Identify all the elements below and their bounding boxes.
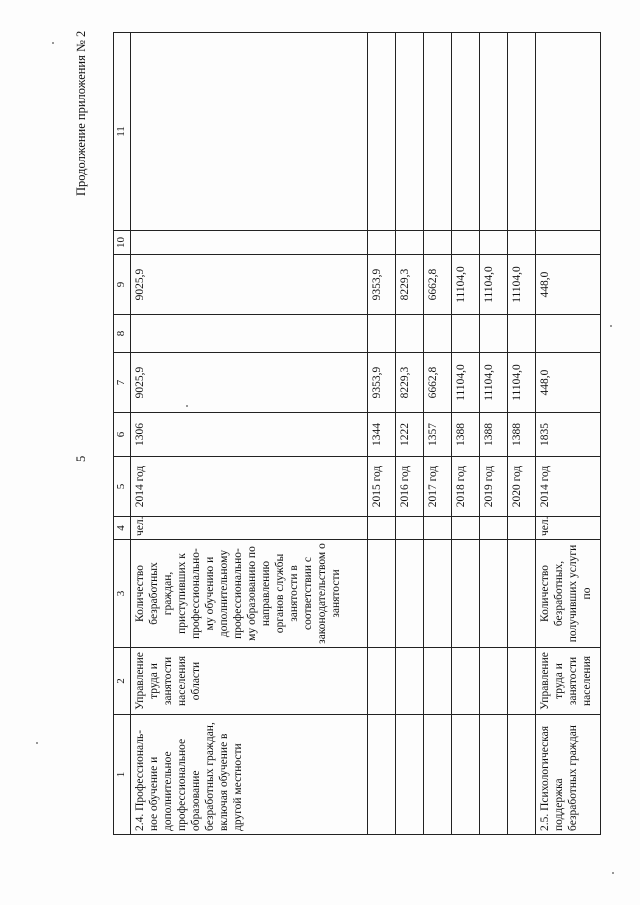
value-cell: 8229,3 — [396, 255, 424, 315]
year-cell: 2015 год — [368, 457, 396, 517]
indicator-name: Количество безработных, получивших услуги по — [536, 540, 601, 648]
unit: чел. — [131, 517, 368, 540]
table-row — [508, 33, 536, 835]
measure-name: 2.5. Психологическая поддержка безработных граждан — [536, 715, 601, 835]
value-cell — [480, 315, 508, 353]
program-table — [113, 33, 613, 835]
value-cell: 11104,0 — [452, 353, 480, 413]
col-header: 1 — [114, 715, 131, 835]
table-row — [480, 33, 508, 835]
empty-cell — [131, 231, 368, 255]
value-cell: 6662,8 — [424, 255, 452, 315]
value-cell: 8229,3 — [396, 353, 424, 413]
col-header: 5 — [114, 457, 131, 517]
col-header: 6 — [114, 413, 131, 457]
col-header: 8 — [114, 315, 131, 353]
value-cell: 1357 — [424, 413, 452, 457]
value-cell: 1388 — [508, 413, 536, 457]
value-cell: 448,0 — [536, 255, 601, 315]
executor: Управление труда и занятости населения — [536, 648, 601, 715]
value-cell — [508, 315, 536, 353]
year-cell: 2016 год — [396, 457, 424, 517]
table-row — [131, 33, 368, 835]
col-header: 9 — [114, 255, 131, 315]
value-cell: 11104,0 — [452, 255, 480, 315]
year-cell: 2020 год — [508, 457, 536, 517]
table-row — [452, 33, 480, 835]
year-cell: 2019 год — [480, 457, 508, 517]
value-cell — [452, 315, 480, 353]
scan-speck — [610, 325, 612, 327]
value-cell: 448,0 — [536, 353, 601, 413]
empty-cell — [131, 33, 368, 231]
value-cell: 9353,9 — [368, 353, 396, 413]
table-row — [396, 33, 424, 835]
unit: чел. — [536, 517, 601, 540]
value-cell: 1388 — [452, 413, 480, 457]
executor: Управление труда и занятости населения области — [131, 648, 368, 715]
value-cell — [396, 315, 424, 353]
column-number-row — [114, 33, 131, 835]
page-number: 5 — [74, 455, 88, 462]
scan-speck — [52, 42, 54, 44]
col-header: 10 — [114, 231, 131, 255]
indicator-name: Количество безработных граждан, приступивших к профессионально-му обучению и дополнительному профессионально-му образованию по направлению органов службы занятости в соответствии с законодательством о занятости — [131, 540, 368, 648]
value-cell: 11104,0 — [480, 255, 508, 315]
value-cell — [368, 315, 396, 353]
scan-speck — [612, 872, 614, 874]
year-cell: 2018 год — [452, 457, 480, 517]
value-cell: 1222 — [396, 413, 424, 457]
value-cell: 9025,9 — [131, 255, 368, 315]
col-header: 11 — [114, 33, 131, 231]
year-cell: 2017 год — [424, 457, 452, 517]
value-cell: 1835 — [536, 413, 601, 457]
col-header: 4 — [114, 517, 131, 540]
value-cell: 1306 — [131, 413, 368, 457]
col-header: 7 — [114, 353, 131, 413]
value-cell: 11104,0 — [480, 353, 508, 413]
value-cell: 9025,9 — [131, 353, 368, 413]
year-cell: 2014 год — [536, 457, 601, 517]
table-row — [368, 33, 396, 835]
value-cell: 6662,8 — [424, 353, 452, 413]
year-cell: 2014 год — [131, 457, 368, 517]
appendix-note: Продолжение приложения № 2 — [74, 30, 88, 196]
scan-speck — [186, 405, 188, 407]
value-cell: 1344 — [368, 413, 396, 457]
measure-name: 2.4. Профессиональ-ное обучение и дополнительное профессиональное образование безработных граждан, включая обучение в другой местности — [131, 715, 368, 835]
scan-speck — [36, 742, 38, 744]
table-row — [424, 33, 452, 835]
col-header: 3 — [114, 540, 131, 648]
value-cell: 9353,9 — [368, 255, 396, 315]
measures-table — [113, 32, 601, 835]
value-cell: 11104,0 — [508, 255, 536, 315]
table-row — [536, 33, 601, 835]
col-header: 2 — [114, 648, 131, 715]
value-cell: 1388 — [480, 413, 508, 457]
value-cell — [131, 315, 368, 353]
value-cell — [424, 315, 452, 353]
value-cell: 11104,0 — [508, 353, 536, 413]
